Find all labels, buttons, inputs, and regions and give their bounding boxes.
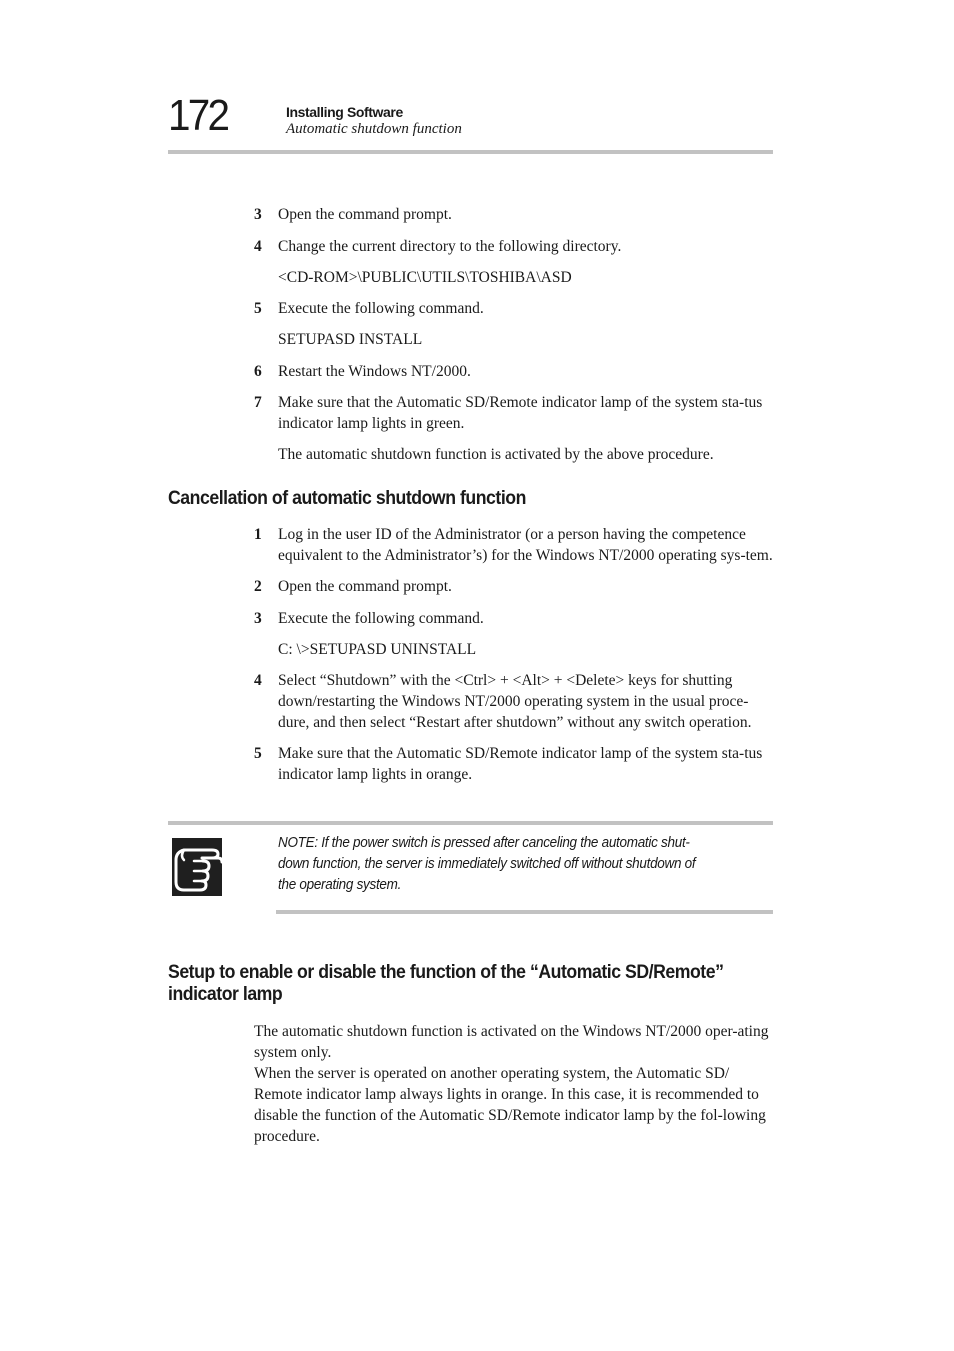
step-text: Select “Shutdown” with the <Ctrl> + <Alt> + <Delete> keys for shutting down/restarting the Windows NT/2000 operating system in the usual proce-dure, and then select “Restart after shutdown” without any switch operation. <box>278 672 752 731</box>
step-number: 3 <box>254 610 262 627</box>
pointing-hand-icon <box>172 838 222 896</box>
running-header-section: Installing Software <box>286 104 403 120</box>
note-line: NOTE: If the power switch is pressed after canceling the automatic shut- <box>278 835 690 851</box>
note-rule-bottom <box>276 910 773 914</box>
list-item <box>254 524 774 566</box>
step-number: 5 <box>254 745 262 762</box>
heading-line: Setup to enable or disable the function of the “Automatic SD/Remote” <box>168 962 724 983</box>
list-item <box>254 392 774 434</box>
step-number: 4 <box>254 238 262 255</box>
command-text: C: \>SETUPASD UNINSTALL <box>278 641 477 658</box>
header-rule <box>168 150 773 154</box>
step-number: 1 <box>254 526 262 543</box>
list-item <box>254 236 774 257</box>
list-item <box>254 576 774 597</box>
setup-paragraphs <box>254 1021 774 1147</box>
step-number: 7 <box>254 394 262 411</box>
list-item <box>254 204 774 225</box>
body-paragraph: When the server is operated on another operating system, the Automatic SD/ Remote indicator lamp always lights in orange. In this case, it is recommended to disable the function of the Automatic SD/Remote indicator lamp by the fol-lowing procedure. <box>254 1065 766 1145</box>
list-item <box>254 298 774 319</box>
running-header-subsection: Automatic shutdown function <box>286 121 462 137</box>
step-text: Execute the following command. <box>278 300 484 317</box>
list-item <box>254 361 774 382</box>
note-text <box>278 833 715 896</box>
step-number: 6 <box>254 363 262 380</box>
heading-line: indicator lamp <box>168 984 283 1005</box>
step-text: Execute the following command. <box>278 610 484 627</box>
note-line: the operating system. <box>278 877 402 893</box>
section-heading-setup <box>168 962 732 1006</box>
command-text: SETUPASD INSTALL <box>278 331 423 348</box>
list-item <box>254 670 774 733</box>
result-text: The automatic shutdown function is activated by the above procedure. <box>278 446 714 463</box>
step-text: Open the command prompt. <box>278 206 452 223</box>
note-line: down function, the server is immediately switched off without shutdown of <box>278 856 696 872</box>
step-number: 2 <box>254 578 262 595</box>
step-number: 5 <box>254 300 262 317</box>
step-number: 4 <box>254 672 262 689</box>
list-item <box>254 743 774 785</box>
step-text: Log in the user ID of the Administrator (or a person having the competence equivalent to the Administrator’s) for the Windows NT/2000 operating sys-tem. <box>278 526 773 564</box>
step-text: Open the command prompt. <box>278 578 452 595</box>
body-paragraph: The automatic shutdown function is activated on the Windows NT/2000 oper-ating system only. <box>254 1023 769 1061</box>
install-steps-list <box>254 204 774 465</box>
step-text: Restart the Windows NT/2000. <box>278 363 471 380</box>
list-item <box>254 608 774 629</box>
step-text: Make sure that the Automatic SD/Remote indicator lamp of the system sta-tus indicator lamp lights in green. <box>278 394 763 432</box>
note-rule-top <box>168 821 773 825</box>
step-text: Make sure that the Automatic SD/Remote indicator lamp of the system sta-tus indicator lamp lights in orange. <box>278 745 763 783</box>
section-heading-cancellation: Cancellation of automatic shutdown function <box>168 488 526 509</box>
page-number: 172 <box>168 91 228 140</box>
step-number: 3 <box>254 206 262 223</box>
directory-path: <CD-ROM>\PUBLIC\UTILS\TOSHIBA\ASD <box>278 269 572 286</box>
step-text: Change the current directory to the following directory. <box>278 238 622 255</box>
cancellation-steps-list <box>254 524 774 785</box>
